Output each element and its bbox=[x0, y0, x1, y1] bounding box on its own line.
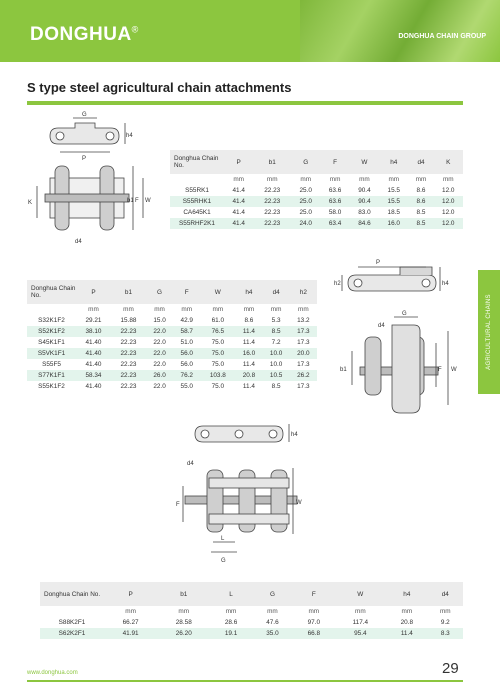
col-header: K bbox=[434, 150, 463, 174]
col-header: d4 bbox=[408, 150, 433, 174]
diagram-attachment-f bbox=[330, 255, 475, 430]
diagram-attachment-k1 bbox=[15, 108, 160, 248]
table-row: CA645K1 41.4 22.23 25.0 58.0 83.0 18.5 8.5 12.0 bbox=[170, 207, 463, 218]
svg-text:d4: d4 bbox=[187, 461, 194, 467]
svg-text:W: W bbox=[451, 367, 457, 373]
col-header: G bbox=[252, 582, 293, 606]
col-header: G bbox=[291, 150, 320, 174]
col-header: h4 bbox=[379, 150, 408, 174]
footer-divider bbox=[27, 680, 463, 682]
svg-text:d4: d4 bbox=[75, 239, 82, 245]
table-row: S55RHF2K1 41.4 22.23 24.0 63.4 84.6 16.0 8.5 12.0 bbox=[170, 218, 463, 229]
col-header: F bbox=[320, 150, 349, 174]
col-header: G bbox=[146, 280, 173, 304]
header-banner bbox=[0, 0, 500, 62]
title-divider bbox=[27, 101, 463, 105]
svg-text:h4: h4 bbox=[442, 281, 449, 287]
col-header: h2 bbox=[290, 280, 317, 304]
svg-text:F: F bbox=[176, 502, 180, 508]
table-row: S62K2F1 41.91 26.20 19.1 35.0 66.8 95.4 11.4 8.3 bbox=[40, 628, 463, 639]
svg-text:d4: d4 bbox=[378, 323, 385, 329]
brand-logo: DONGHUA® bbox=[30, 24, 139, 45]
table-attachments-f bbox=[27, 280, 317, 392]
svg-text:G: G bbox=[82, 112, 87, 118]
svg-text:h4: h4 bbox=[291, 432, 298, 438]
svg-text:K: K bbox=[28, 200, 33, 206]
svg-text:P: P bbox=[82, 156, 87, 162]
col-header: F bbox=[173, 280, 200, 304]
page-title: S type steel agricultural chain attachments bbox=[27, 80, 292, 95]
side-tab: AGRICULTURAL CHAINS bbox=[478, 270, 500, 394]
table-row: S55K1F2 41.40 22.23 22.0 55.0 75.0 11.4 8.5 17.3 bbox=[27, 381, 317, 392]
group-name: DONGHUA CHAIN GROUP bbox=[398, 33, 486, 40]
col-header: L bbox=[210, 582, 251, 606]
table-row: S55F5 41.40 22.23 22.0 56.0 75.0 11.4 10.0 17.3 bbox=[27, 359, 317, 370]
svg-text:W: W bbox=[145, 198, 151, 204]
svg-text:b1: b1 bbox=[340, 367, 347, 373]
table-row: S32K1F2 29.21 15.88 15.0 42.9 61.0 8.6 5.3 13.2 bbox=[27, 315, 317, 326]
page-number: 29 bbox=[442, 660, 459, 677]
col-header: d4 bbox=[263, 280, 290, 304]
diagram-attachment-k2 bbox=[175, 420, 325, 570]
col-header: b1 bbox=[253, 150, 291, 174]
table-row: S52K1F2 38.10 22.23 22.0 58.7 76.5 11.4 8.5 17.3 bbox=[27, 326, 317, 337]
svg-text:F: F bbox=[135, 198, 139, 204]
svg-text:P: P bbox=[376, 260, 381, 266]
col-header: W bbox=[335, 582, 387, 606]
col-header: W bbox=[350, 150, 379, 174]
table-row: S88K2F1 66.27 28.58 28.6 47.6 97.0 117.4 20.8 9.2 bbox=[40, 617, 463, 628]
units-row: mm mm mm mm mm mm mm mm bbox=[27, 304, 317, 315]
col-header: Donghua Chain No. bbox=[27, 280, 76, 304]
col-header: P bbox=[224, 150, 253, 174]
col-header: h4 bbox=[235, 280, 262, 304]
table-row: S55RK1 41.4 22.23 25.0 63.6 90.4 15.5 8.6 12.0 bbox=[170, 185, 463, 196]
table-row: S45K1F1 41.40 22.23 22.0 51.0 75.0 11.4 7.2 17.3 bbox=[27, 337, 317, 348]
col-header: Donghua Chain No. bbox=[40, 582, 104, 606]
header-photo bbox=[300, 0, 500, 62]
svg-text:W: W bbox=[296, 500, 302, 506]
table-row: S55RHK1 41.4 22.23 25.0 63.6 90.4 15.5 8.6 12.0 bbox=[170, 196, 463, 207]
col-header: h4 bbox=[386, 582, 427, 606]
svg-text:L: L bbox=[221, 536, 225, 542]
col-header: b1 bbox=[111, 280, 146, 304]
svg-text:b1: b1 bbox=[127, 198, 134, 204]
svg-text:G: G bbox=[221, 558, 226, 564]
table-row: S5VK1F1 41.40 22.23 22.0 56.0 75.0 16.0 10.0 20.0 bbox=[27, 348, 317, 359]
table-attachments-k2 bbox=[40, 582, 463, 639]
col-header: F bbox=[293, 582, 334, 606]
svg-text:G: G bbox=[402, 311, 407, 317]
units-row: mm mm mm mm mm mm mm mm bbox=[40, 606, 463, 617]
col-header: W bbox=[200, 280, 235, 304]
svg-text:h2: h2 bbox=[334, 281, 341, 287]
col-header: P bbox=[104, 582, 157, 606]
col-header: b1 bbox=[157, 582, 210, 606]
footer-url[interactable]: www.donghua.com bbox=[27, 670, 78, 676]
table-attachments-k1 bbox=[170, 150, 463, 229]
col-header: d4 bbox=[428, 582, 463, 606]
table-row: S77K1F1 58.34 22.23 26.0 76.2 103.8 20.8 10.5 26.2 bbox=[27, 370, 317, 381]
units-row: mm mm mm mm mm mm mm mm bbox=[170, 174, 463, 185]
svg-text:h4: h4 bbox=[126, 133, 133, 139]
svg-text:F: F bbox=[438, 367, 442, 373]
col-header: Donghua Chain No. bbox=[170, 150, 224, 174]
col-header: P bbox=[76, 280, 111, 304]
